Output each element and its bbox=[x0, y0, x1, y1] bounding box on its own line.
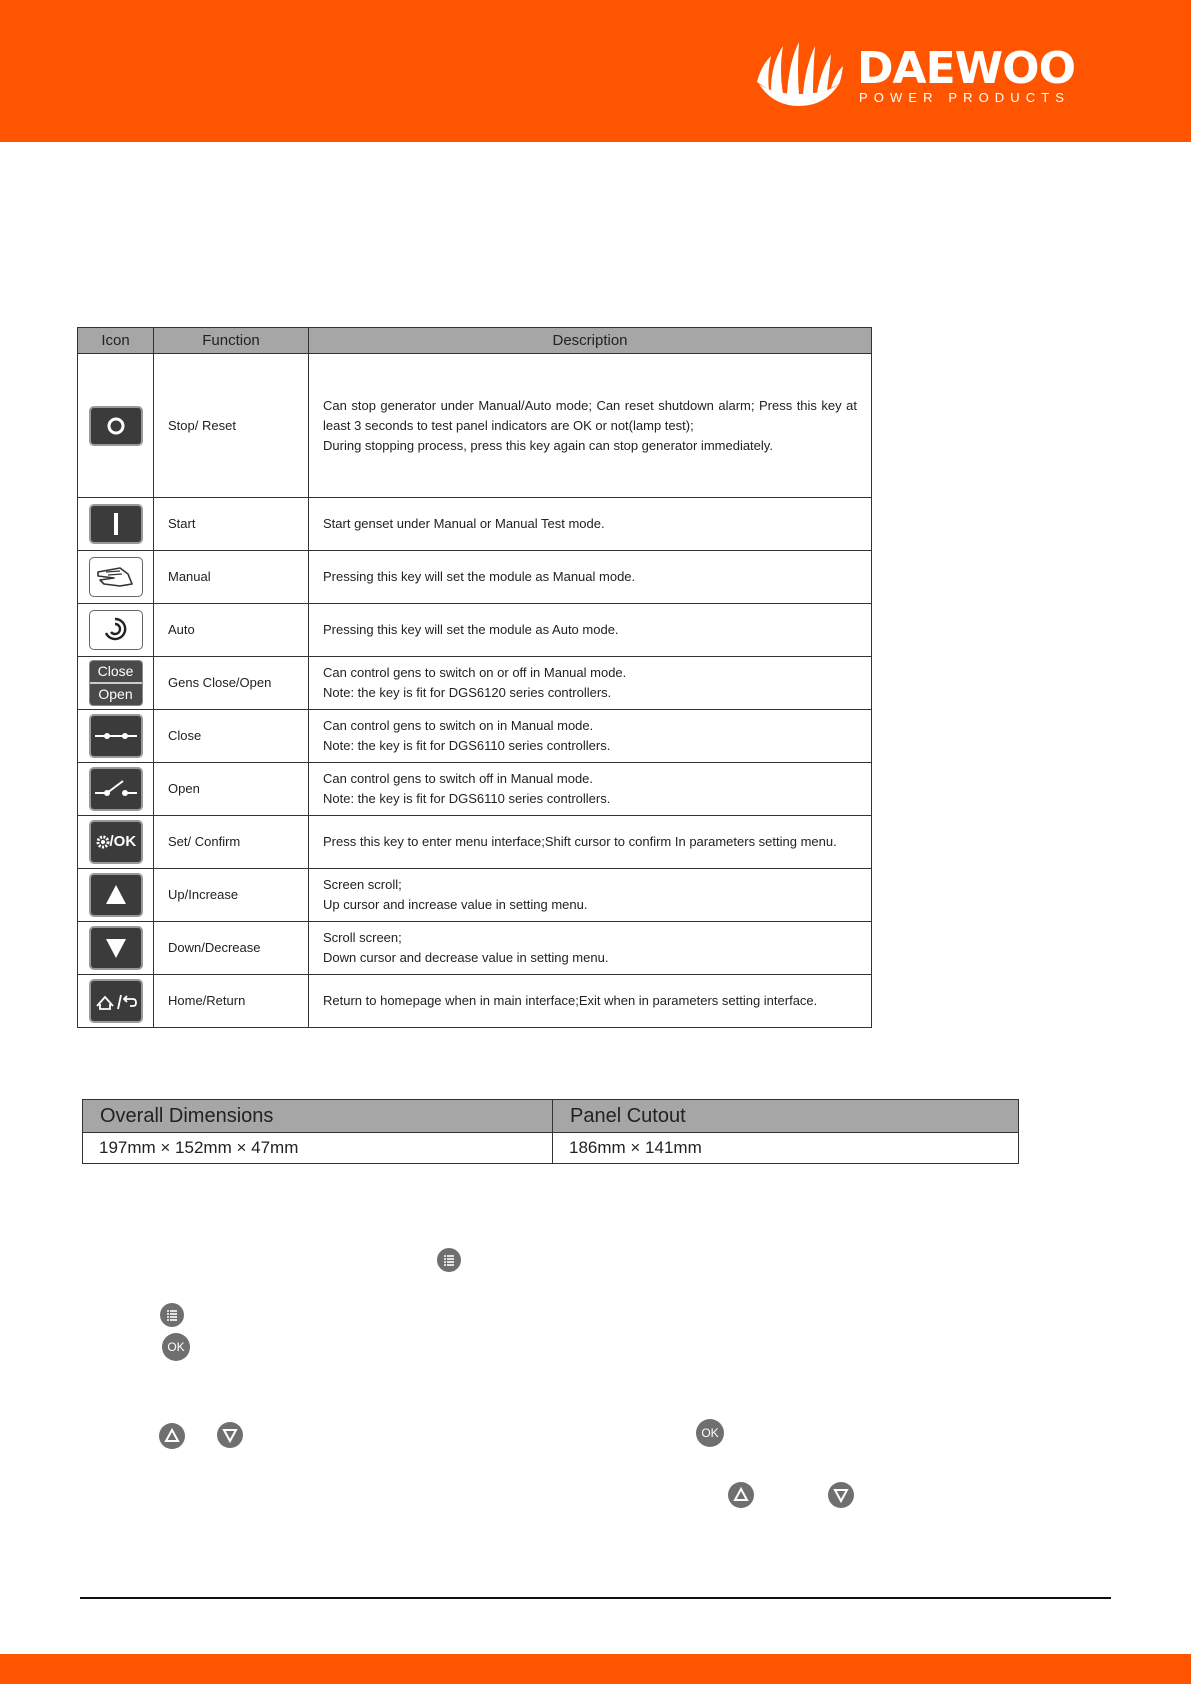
table-row bbox=[78, 869, 872, 922]
function-cell: Auto bbox=[154, 604, 309, 657]
description-line: Scroll screen; bbox=[323, 930, 402, 945]
description-line: Down cursor and decrease value in setting menu. bbox=[323, 950, 609, 965]
description-cell bbox=[309, 763, 872, 816]
function-cell: Up/Increase bbox=[154, 869, 309, 922]
breaker-close-key-icon bbox=[89, 714, 143, 758]
manual-hand-key-icon bbox=[89, 557, 143, 597]
up-triangle-icon bbox=[159, 1423, 185, 1449]
function-cell: Set/ Confirm bbox=[154, 816, 309, 869]
ok-icon-label: OK bbox=[167, 1340, 185, 1354]
close-open-key-icon bbox=[89, 660, 143, 706]
down-triangle-icon bbox=[217, 1422, 243, 1448]
description-cell bbox=[309, 604, 872, 657]
description-line: Press this key to enter menu interface;Shift cursor to confirm In parameters setting menu. bbox=[323, 834, 837, 849]
table-row bbox=[78, 763, 872, 816]
description-line: Can control gens to switch on or off in Manual mode. bbox=[323, 665, 627, 680]
description-cell bbox=[309, 869, 872, 922]
table-row bbox=[78, 710, 872, 763]
footer-bar bbox=[0, 1654, 1191, 1684]
daewoo-shell-logo-icon bbox=[755, 40, 847, 106]
description-cell bbox=[309, 551, 872, 604]
description-line: Can control gens to switch off in Manual mode. bbox=[323, 771, 594, 786]
function-cell: Start bbox=[154, 498, 309, 551]
auto-mode-key-icon bbox=[89, 610, 143, 650]
brand-name: DAEWOO bbox=[857, 43, 1075, 94]
table-header-row bbox=[78, 328, 872, 354]
function-cell: Gens Close/Open bbox=[154, 657, 309, 710]
home-return-key-icon bbox=[89, 979, 143, 1023]
header-panel-cutout: Panel Cutout bbox=[553, 1100, 1019, 1133]
down-triangle-icon bbox=[828, 1482, 854, 1508]
description-line: Pressing this key will set the module as Manual mode. bbox=[323, 569, 636, 584]
panel-cutout-value: 186mm × 141mm bbox=[553, 1133, 1019, 1164]
table-row bbox=[78, 354, 872, 498]
brand-logo bbox=[755, 40, 1075, 112]
description-line: Screen scroll; bbox=[323, 877, 402, 892]
header-icon: Icon bbox=[78, 328, 154, 354]
dimensions-value-row bbox=[83, 1133, 1019, 1164]
function-cell: Home/Return bbox=[154, 975, 309, 1028]
function-cell: Down/Decrease bbox=[154, 922, 309, 975]
header-bar bbox=[0, 0, 1191, 142]
table-row bbox=[78, 975, 872, 1028]
up-arrow-key-icon bbox=[89, 873, 143, 917]
ok-icon bbox=[696, 1419, 724, 1447]
down-arrow-key-icon bbox=[89, 926, 143, 970]
set-confirm-key-icon bbox=[89, 820, 143, 864]
description-line: Up cursor and increase value in setting menu. bbox=[323, 897, 588, 912]
description-cell bbox=[309, 710, 872, 763]
brand-tagline: POWER PRODUCTS bbox=[859, 90, 1071, 105]
description-line: During stopping process, press this key again can stop generator immediately. bbox=[323, 437, 773, 453]
description-line: Can control gens to switch on in Manual mode. bbox=[323, 718, 594, 733]
up-triangle-icon bbox=[728, 1482, 754, 1508]
dimensions-header-row bbox=[83, 1100, 1019, 1133]
stop-reset-key-icon bbox=[89, 406, 143, 446]
description-cell bbox=[309, 354, 872, 498]
header-description: Description bbox=[309, 328, 872, 354]
function-cell: Stop/ Reset bbox=[154, 354, 309, 498]
description-cell bbox=[309, 975, 872, 1028]
description-line: Note: the key is fit for DGS6110 series controllers. bbox=[323, 791, 611, 806]
dimensions-table bbox=[82, 1099, 1019, 1164]
overall-dimensions-value: 197mm × 152mm × 47mm bbox=[83, 1133, 553, 1164]
description-line: Start genset under Manual or Manual Test mode. bbox=[323, 516, 605, 531]
description-line: Pressing this key will set the module as Auto mode. bbox=[323, 622, 619, 637]
table-row bbox=[78, 551, 872, 604]
start-key-icon bbox=[89, 504, 143, 544]
header-function: Function bbox=[154, 328, 309, 354]
table-row bbox=[78, 604, 872, 657]
description-line: Note: the key is fit for DGS6110 series controllers. bbox=[323, 738, 611, 753]
menu-list-icon bbox=[160, 1303, 184, 1327]
open-key-label: Open bbox=[90, 684, 142, 705]
description-cell bbox=[309, 498, 872, 551]
description-cell bbox=[309, 657, 872, 710]
close-key-label: Close bbox=[90, 661, 142, 682]
set-confirm-key-label: /OK bbox=[109, 833, 137, 850]
function-cell: Manual bbox=[154, 551, 309, 604]
key-function-table bbox=[77, 327, 872, 1028]
ok-icon-label: OK bbox=[701, 1426, 719, 1440]
footer-divider bbox=[80, 1597, 1111, 1599]
ok-icon bbox=[162, 1333, 190, 1361]
table-row bbox=[78, 498, 872, 551]
function-cell: Open bbox=[154, 763, 309, 816]
header-overall-dimensions: Overall Dimensions bbox=[83, 1100, 553, 1133]
table-row bbox=[78, 816, 872, 869]
breaker-open-key-icon bbox=[89, 767, 143, 811]
menu-list-icon bbox=[437, 1248, 461, 1272]
table-row bbox=[78, 922, 872, 975]
description-cell bbox=[309, 922, 872, 975]
table-row bbox=[78, 657, 872, 710]
description-line: Can stop generator under Manual/Auto mode; Can reset shutdown alarm; Press this key at least 3 seconds to test panel indicators are OK or not(lamp test); bbox=[323, 397, 857, 433]
description-cell bbox=[309, 816, 872, 869]
description-line: Note: the key is fit for DGS6120 series controllers. bbox=[323, 685, 612, 700]
description-line: Return to homepage when in main interface;Exit when in parameters setting interface. bbox=[323, 993, 818, 1008]
function-cell: Close bbox=[154, 710, 309, 763]
